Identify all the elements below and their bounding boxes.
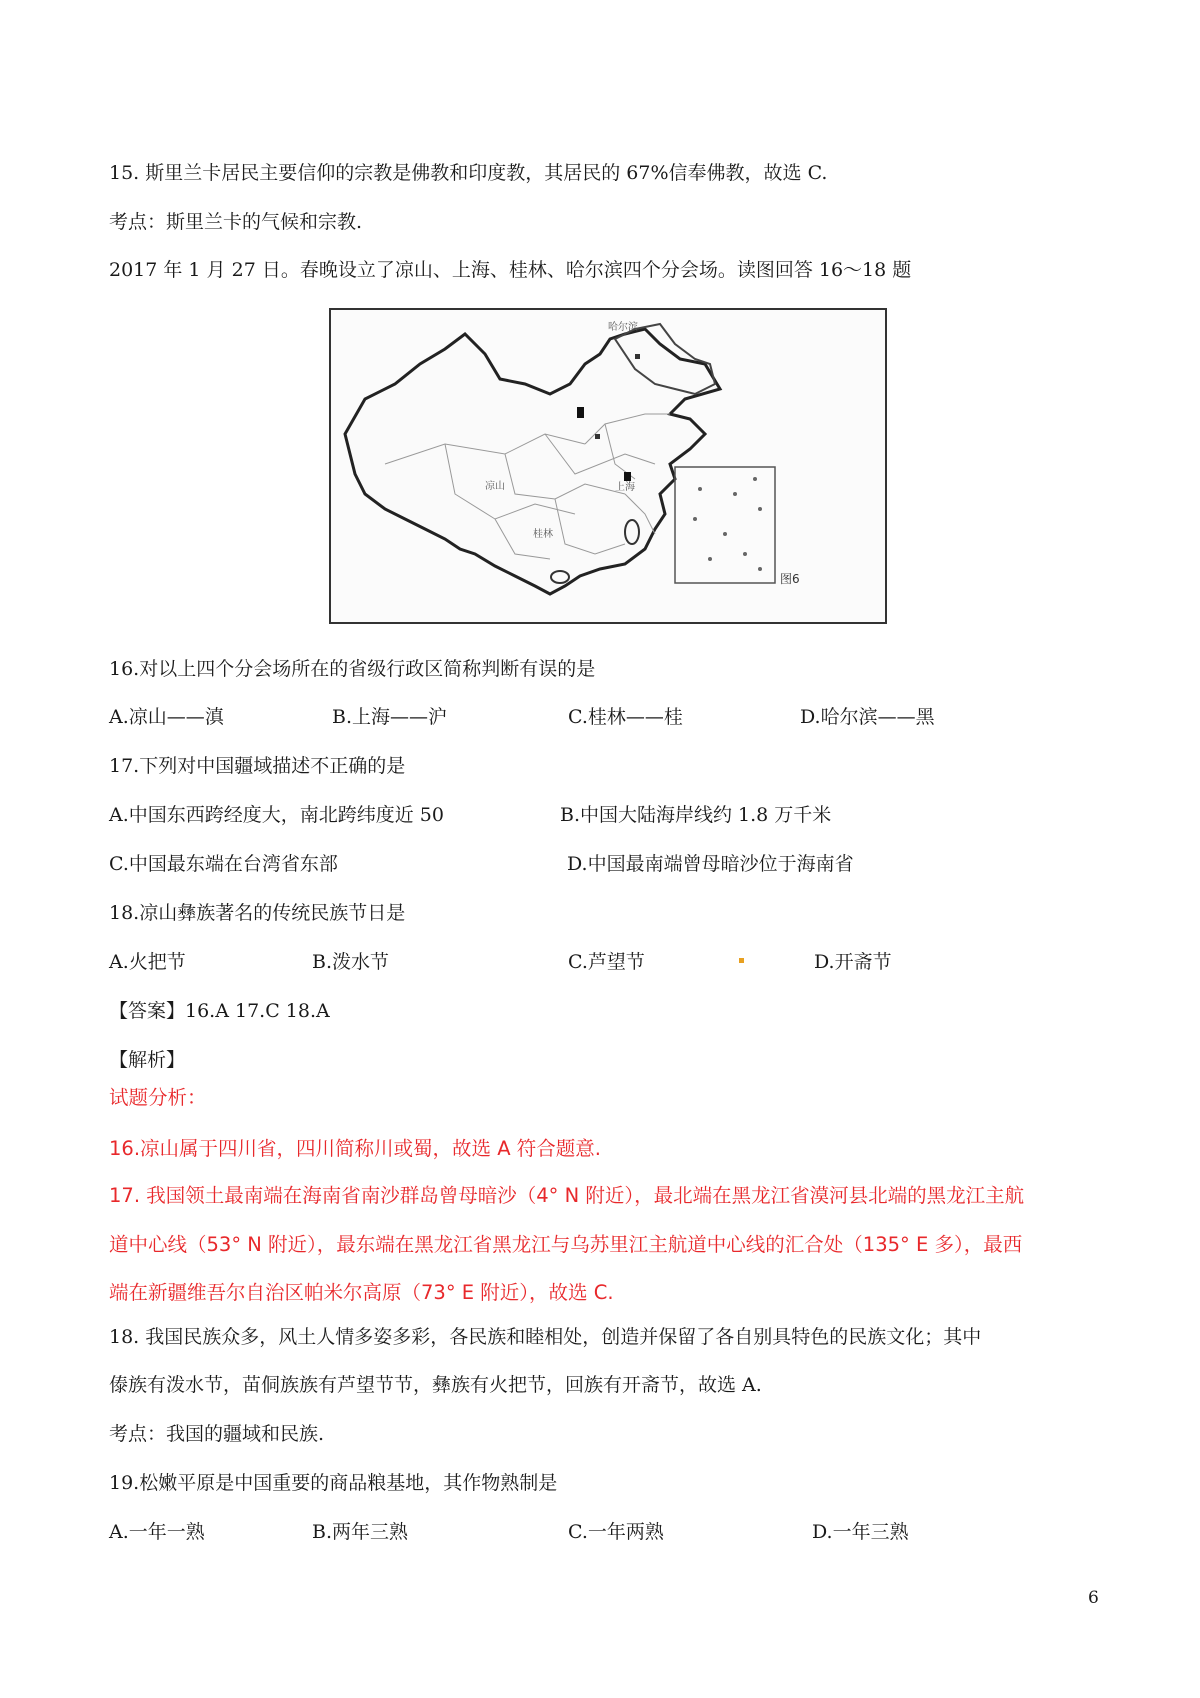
q19-stem: 19.松嫩平原是中国重要的商品粮基地，其作物熟制是 — [109, 1472, 558, 1494]
analysis-18-line2: 傣族有泼水节，苗侗族族有芦望节节，彝族有火把节，回族有开斋节，故选 A. — [109, 1374, 762, 1396]
q18-option-c: C.芦望节 — [568, 951, 645, 973]
answer-line: 【答案】16.A 17.C 18.A — [109, 1000, 330, 1022]
china-map-image — [325, 304, 891, 628]
q19-option-a: A.一年一熟 — [109, 1521, 205, 1543]
q17-option-c: C.中国最东端在台湾省东部 — [109, 853, 338, 875]
page-number: 6 — [1088, 1588, 1099, 1608]
q15-explanation: 15. 斯里兰卡居民主要信仰的宗教是佛教和印度教，其居民的 67%信奉佛教，故选 C. — [109, 162, 828, 184]
q19-option-c: C.一年两熟 — [568, 1521, 664, 1543]
q17-option-b: B.中国大陆海岸线约 1.8 万千米 — [560, 804, 832, 826]
q17-stem: 17.下列对中国疆域描述不正确的是 — [109, 755, 406, 777]
q18-option-a: A.火把节 — [109, 951, 186, 973]
map-label-liangshan: 凉山 — [485, 481, 505, 492]
q16-option-c: C.桂林——桂 — [568, 706, 683, 728]
q16-option-b: B.上海——沪 — [332, 706, 448, 728]
analysis-17-line3: 端在新疆维吾尔自治区帕米尔高原（73° E 附近），故选 C. — [109, 1281, 614, 1304]
q18-option-d: D.开斋节 — [814, 951, 892, 973]
analysis-label: 试题分析： — [109, 1086, 207, 1109]
analysis-18-point: 考点：我国的疆域和民族. — [109, 1423, 325, 1445]
analysis-17-line2: 道中心线（53° N 附近），最东端在黑龙江省黑龙江与乌苏里江主航道中心线的汇合处（135° E 多），最西 — [109, 1233, 1023, 1256]
q17-option-d: D.中国最南端曾母暗沙位于海南省 — [567, 853, 854, 875]
china-map-figure — [325, 304, 891, 628]
q16-option-a: A.凉山——滇 — [109, 706, 224, 728]
analysis-16: 16.凉山属于四川省，四川简称川或蜀，故选 A 符合题意. — [109, 1137, 601, 1160]
orange-dot-mark — [739, 958, 744, 963]
analysis-17-line1: 17. 我国领土最南端在海南省南沙群岛曾母暗沙（4° N 附近），最北端在黑龙江省漠河县北端的黑龙江主航 — [109, 1184, 1025, 1207]
q17-option-a: A.中国东西跨经度大，南北跨纬度近 50 — [109, 804, 444, 826]
q18-option-b: B.泼水节 — [312, 951, 390, 973]
map-label-shanghai: 上海 — [615, 482, 635, 493]
map-figure-label: 图6 — [780, 572, 800, 586]
q15-point: 考点：斯里兰卡的气候和宗教. — [109, 211, 363, 233]
q16-stem: 16.对以上四个分会场所在的省级行政区简称判断有误的是 — [109, 658, 596, 680]
q18-stem: 18.凉山彝族著名的传统民族节日是 — [109, 902, 406, 924]
intro-text: 2017 年 1 月 27 日。春晚设立了凉山、上海、桂林、哈尔滨四个分会场。读图回答 16～18 题 — [109, 259, 912, 281]
map-label-guilin: 桂林 — [533, 529, 553, 540]
q19-option-d: D.一年三熟 — [812, 1521, 909, 1543]
q19-option-b: B.两年三熟 — [312, 1521, 409, 1543]
analysis-18-line1: 18. 我国民族众多，风土人情多姿多彩，各民族和睦相处，创造并保留了各自别具特色的民族文化；其中 — [109, 1326, 982, 1348]
analysis-heading: 【解析】 — [109, 1049, 186, 1071]
map-label-harbin: 哈尔滨 — [608, 322, 638, 333]
q16-option-d: D.哈尔滨——黑 — [800, 706, 935, 728]
